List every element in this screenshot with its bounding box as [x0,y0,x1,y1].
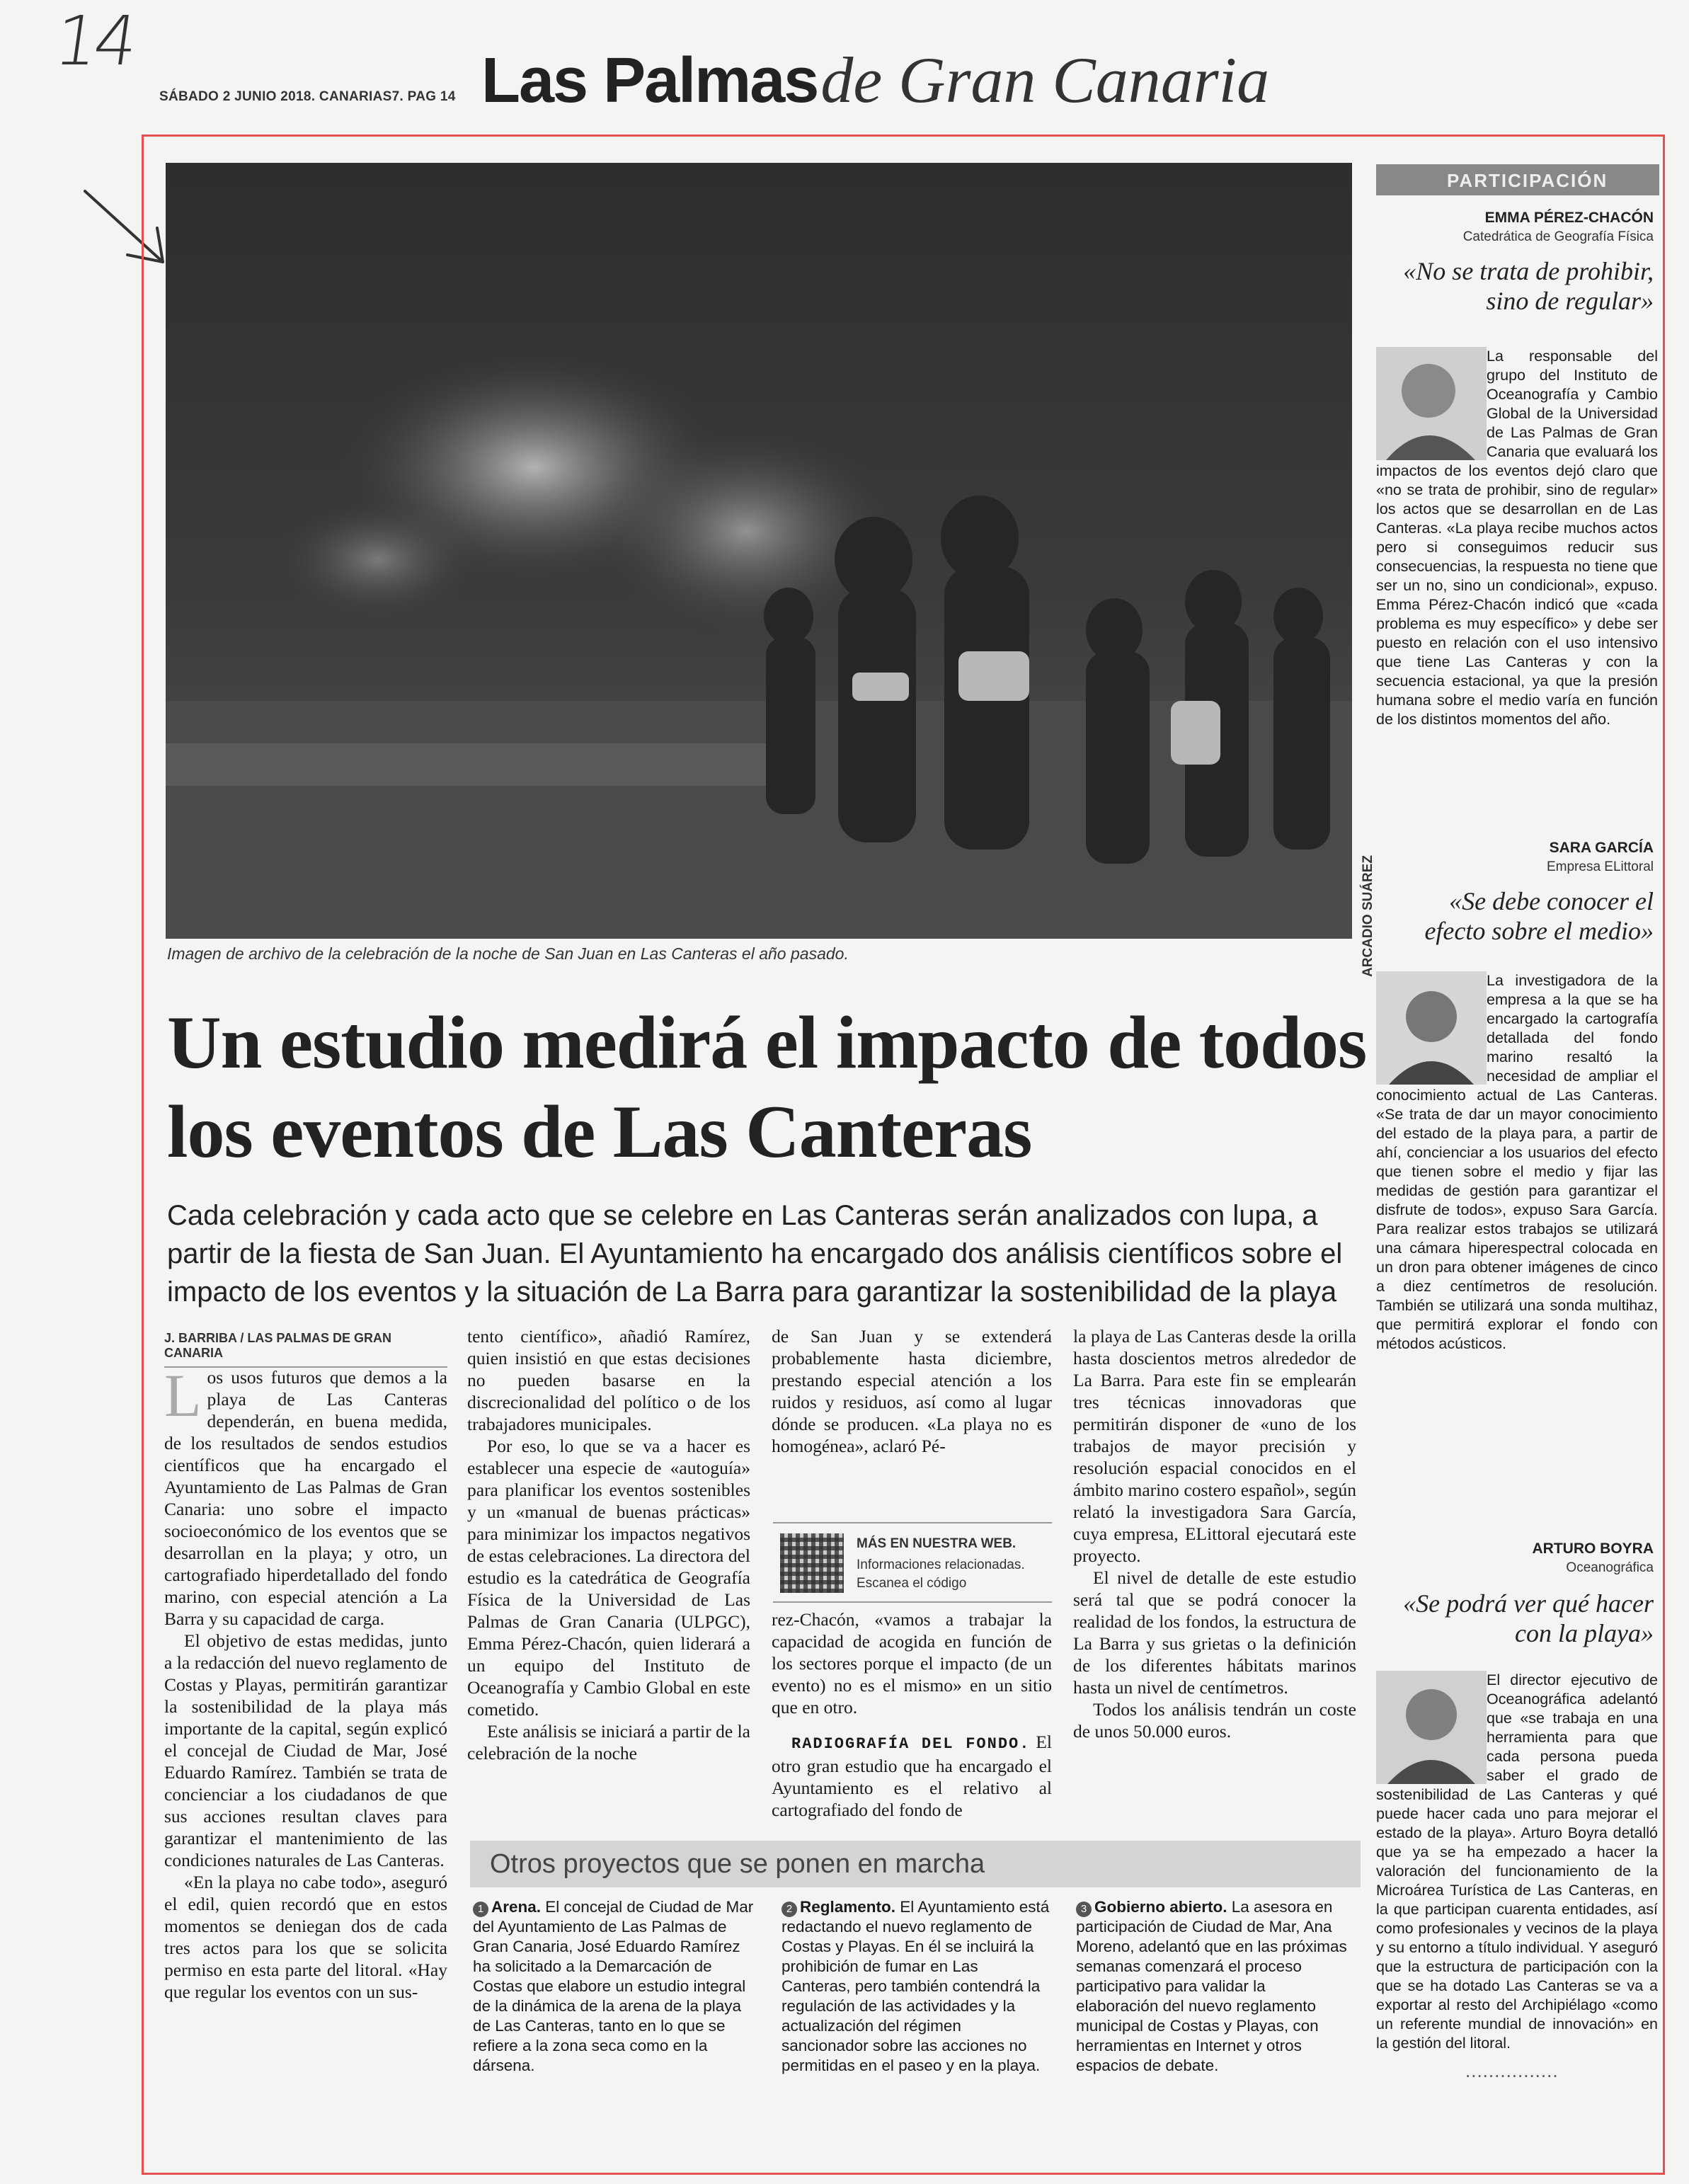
article-headline: Un estudio medirá el impacto de todos los eventos de Las Canteras [167,1001,1367,1173]
end-mark: ................ [1465,2060,1559,2081]
paragraph: Los usos futuros que demos a la playa de Las Canteras dependerán, en buena medida, de los resultados de sendos estudios científicos que ha encargado el Ayuntamiento de Las Palmas de Gran Canaria: uno sobre el impacto socioeconómico de los eventos que se desarrollan en la playa; y otro, un cartografiado hiperdetallado del fondo marino, con especial atención a La Barra y su capacidad de carga. [164,1361,447,1629]
sidebar-body: El director ejecutivo de Oceanográfica adelantó que «se trabaja en una herramienta para que cada persona pueda saber el grado de sostenibilidad de Las Canteras y qué puede hacer cada uno para mejorar el estado de la playa». Arturo Boyra detalló que ya se ha empezado a hacer la valoración del funcionamiento de la Microárea Turística de Las Canteras, en la que participan cuarenta entidades, así como profesionales y vecinos de la playa y su entorno a título individual. Y aseguró que la estructura de participación con la que se ha dotado Las Canteras se va a exportar al resto del Archipiélago «como un referente mundial de innovación» en la gestión del litoral. [1376,1671,1658,2052]
paragraph: rez-Chacón, «vamos a trabajar la capacidad de acogida en función de los sectores porque el impacto (de un evento) no es el mismo» en un sitio que en otro. [772,1609,1052,1717]
paragraph: la playa de Las Canteras desde la orilla hasta doscientos metros alrededor de La Barra. Para este fin se emplearán tres técnicas innovadoras que permitirán disponer de «uno de los trabajos de mayor precisión y resolución espacial conocidos en el ámbito marino costero español», según relató la investigadora Sara García, cuya empresa, ELittoral ejecutará este proyecto. [1073,1326,1356,1566]
masthead-italic: de Gran Canaria [820,44,1270,116]
pull-quote: «No se trata de prohibir, sino de regular» [1403,257,1654,315]
number-badge: 3 [1076,1902,1092,1917]
portrait-sara-garcia [1376,971,1487,1085]
paragraph: Por eso, lo que se va a hacer es establecer una especie de «autoguía» para planificar los eventos sostenibles y un «manual de buenas prácticas» para minimizar los impactos negativos de estas celebraciones. La directora del estudio es la catedrática de Geografía Física de la Universidad de Las Palmas de Gran Canaria (ULPGC), Emma Pérez-Chacón, quien liderará a un equipo del Instituto de Oceanografía y Cambio Global en este cometido. [467,1436,750,1720]
section-label: RADIOGRAFÍA DEL FONDO. [791,1735,1031,1753]
sidebar-body: La responsable del grupo del Instituto de Oceanografía y Cambio Global de la Universidad de Las Palmas de Gran Canaria que evaluará los impactos de los eventos dejó claro que «no se trata de prohibir, sino de regular» los actos que se desarrollan en de Las Canteras. «La playa recibe muchos actos pero si conseguimos reducir sus consecuencias, la respuesta no tiene que ser un no, sino un condicional», expuso. Emma Pérez-Chacón indicó que «cada problema es muy específico» y debe ser puesto en relación con el uso intensivo que tiene Las Canteras y con la secuencia estacional, ya que la presión humana sobre el medio varía en función de los distintos momentos del año. [1376,348,1658,728]
portrait-arturo-boyra [1376,1671,1487,1784]
project-item: 2 Reglamento. El Ayuntamiento está redactando el nuevo reglamento de Costas y Playas. En él se incluirá la prohibición de fumar en Las Canteras, pero también contendrá la regulación de las actividades y la actualización del régimen sancionador sobre las acciones no permitidas en el paseo y en la playa. [781,1898,1050,2074]
person-role: Empresa ELittoral [1546,859,1654,874]
web-box-title: MÁS EN NUESTRA WEB. [857,1536,1017,1551]
person-role: Catedrática de Geografía Física [1462,229,1654,244]
paragraph: El objetivo de estas medidas, junto a la redacción del nuevo reglamento de Costas y Playas, permitirán garantizar la sostenibilidad de la playa más importante de la capital, según explicó el concejal de Ciudad de Mar, José Eduardo Ramírez. También se trata de concienciar a los ciudadanos de que sus acciones resultan claves para garantizar el mantenimiento de las condiciones naturales de Las Canteras. [164,1630,447,1870]
web-box-text: Informaciones relacionadas. Escanea el código [857,1557,1025,1591]
paragraph: RADIOGRAFÍA DEL FONDO. El otro gran estudio que ha encargado el Ayuntamiento es el relativo al cartografiado del fondo de [772,1732,1052,1820]
project-item: 1 Arena. El concejal de Ciudad de Mar del Ayuntamiento de Las Palmas de Gran Canaria, José Eduardo Ramírez ha solicitado a la Demarcación de Costas que elabore un estudio integral de la dinámica de la arena de la playa de Las Canteras, tanto en lo que se refiere a la zona seca como en la dársena. [473,1898,754,2074]
paragraph: tento científico», añadió Ramírez, quien insistió en que estas decisiones no pueden basarse en la discrecionalidad del político o de los trabajadores municipales. [467,1326,750,1434]
person-name: EMMA PÉREZ-CHACÓN [1484,210,1654,226]
handwritten-page-number: 14 [50,1,139,81]
article-column-3-continued [772,1608,1052,1821]
person-name: ARTURO BOYRA [1532,1540,1654,1557]
article-column-4 [1073,1325,1356,1742]
article-column-3 [772,1325,1052,1457]
photo-caption: Imagen de archivo de la celebración de la noche de San Juan en Las Canteras el año pasado. [167,944,849,963]
masthead-main: Las Palmas [481,45,818,116]
portrait-emma-perez-chacon [1376,347,1487,460]
dropcap: L [164,1361,202,1429]
person-name: SARA GARCÍA [1549,840,1654,856]
paragraph: El nivel de detalle de este estudio será tal que se podrá conocer la realidad de los fondos, la estructura de La Barra y sus grietas o la definición de los diferentes hábitats marinos hasta un nivel de centímetros. [1073,1567,1356,1698]
number-badge: 2 [781,1902,797,1917]
pull-quote: «Se podrá ver qué hacer con la playa» [1403,1589,1654,1647]
masthead [481,42,1269,118]
paragraph: «En la playa no cabe todo», aseguró el edil, quien recordó que en estos momentos se deniegan dos de cada tres actos para los que se solicita permiso en esta parte del litoral. «Hay que regular los eventos con un sus- [164,1872,447,2002]
article-subhead: Cada celebración y cada acto que se celebre en Las Canteras serán analizados con lupa, a partir de la fiesta de San Juan. El Ayuntamiento ha encargado dos análisis científicos sobre el impacto de los eventos y la situación de La Barra para garantizar la sostenibilidad de la playa [167,1200,1343,1308]
paragraph: Todos los análisis tendrán un coste de unos 50.000 euros. [1073,1699,1356,1742]
article-photo [166,163,1352,939]
person-role: Oceanográfica [1566,1560,1654,1575]
web-box[interactable] [773,1522,1052,1603]
paragraph: de San Juan y se extenderá probablemente hasta diciembre, prestando especial atención a los ruidos y residuos, así como al lugar dónde se producen. «La playa no es homogénea», aclaró Pé- [772,1326,1052,1456]
sidebar-header: PARTICIPACIÓN [1376,164,1659,195]
article-byline: J. BARRIBA / LAS PALMAS DE GRAN CANARIA [164,1331,447,1368]
qr-code-icon[interactable] [780,1533,844,1593]
paragraph: Este análisis se iniciará a partir de la celebración de la noche [467,1721,750,1763]
project-item: 3 Gobierno abierto. La asesora en participación de Ciudad de Mar, Ana Moreno, adelantó que en las próximas semanas comenzará el proceso participativo para validar la elaboración del nuevo reglamento municipal de Costas y Playas, con herramientas en Internet y otros espacios de debate. [1076,1898,1347,2074]
article-column-1 [164,1361,447,2003]
projects-header: Otros proyectos que se ponen en marcha [470,1841,1361,1887]
dateline: SÁBADO 2 JUNIO 2018. CANARIAS7. PAG 14 [159,89,456,104]
article-column-2 [467,1325,750,1764]
number-badge: 1 [473,1902,488,1917]
pull-quote: «Se debe conocer el efecto sobre el medio» [1424,887,1654,945]
photo-credit: ARCADIO SUÁREZ [1361,854,1375,977]
sidebar-body: La investigadora de la empresa a la que se ha encargado la cartografía detallada del fondo marino resaltó la necesidad de ampliar el conocimiento actual de Las Canteras. «Se trata de dar un mayor conocimiento del estado de la playa para, a partir de ahí, concienciar a los usuarios del efecto que tienen sobre el medio y fijar las medidas de gestión para garantizar el disfrute de todos», expuso Sara García. Para realizar estos trabajos se utilizará una cámara hiperespectral colocada en un dron para obtener imágenes de cinco a diez centímetros de resolución. También se utilizará una sonda multihaz, que permitirá explorar el fondo con métodos acústicos. [1376,972,1658,1352]
